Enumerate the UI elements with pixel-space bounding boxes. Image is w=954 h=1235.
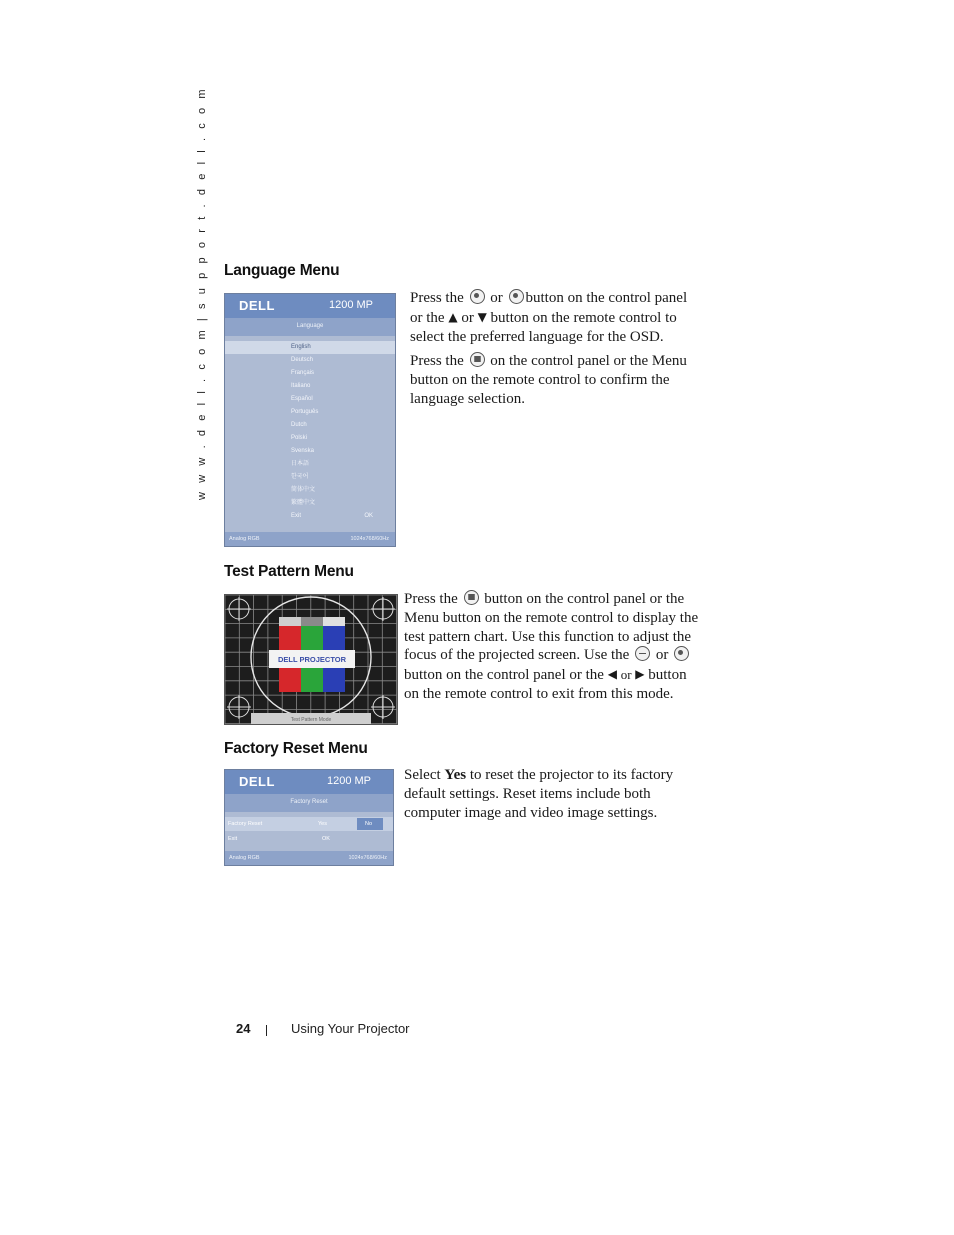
- menu-button-icon: [464, 590, 479, 605]
- text: or: [655, 647, 669, 664]
- up-button-icon: [470, 289, 485, 304]
- osd-footer-source: Analog RGB: [229, 536, 260, 542]
- test-pattern-color-bar: [301, 626, 323, 650]
- text: Press the: [404, 591, 458, 607]
- text: Press the: [410, 353, 464, 370]
- osd-footer-resolution: 1024x768/60Hz: [350, 536, 389, 542]
- language-option: 日本語: [291, 461, 310, 467]
- down-button-icon: [509, 289, 524, 304]
- text: button on the remote control to exit from this mode.: [404, 667, 687, 702]
- text: or: [461, 309, 474, 326]
- test-pattern-gray-bar: [301, 617, 323, 626]
- footer-section-title: Using Your Projector: [291, 1021, 410, 1036]
- down-triangle-icon: ▼: [477, 309, 487, 324]
- osd-subheader-label: Language: [296, 323, 324, 329]
- factory-reset-no: No: [365, 821, 373, 827]
- test-pattern-color-bar: [323, 626, 345, 650]
- osd-footer-source: Analog RGB: [229, 855, 260, 861]
- text: Press the: [410, 290, 464, 306]
- test-pattern-color-bar: [279, 668, 301, 692]
- text: or: [490, 290, 503, 306]
- right-triangle-icon: ▶: [635, 667, 645, 682]
- language-option: 한국어: [291, 474, 309, 480]
- test-pattern-color-bar: [323, 668, 345, 692]
- test-pattern-color-bar: [279, 626, 301, 650]
- factory-reset-osd-screenshot: [224, 769, 394, 866]
- test-pattern-heading: Test Pattern Menu: [224, 563, 354, 580]
- language-exit-value: OK: [364, 513, 373, 519]
- language-option: 繁體中文: [291, 500, 316, 506]
- factory-reset-label: Factory Reset: [228, 821, 263, 827]
- text: button on the control panel or the: [410, 290, 688, 326]
- test-pattern-bottom-label: Test Pattern Mode: [290, 717, 332, 723]
- language-menu-heading: Language Menu: [224, 262, 340, 279]
- factory-reset-yes: Yes: [318, 821, 327, 827]
- left-triangle-icon: ◀: [607, 667, 617, 682]
- text: button on the control panel or the Menu button on the remote control to display the test pattern chart. Use this function to adjust the focus of the projected screen. Use the: [404, 591, 699, 664]
- minus-button-icon: [635, 646, 650, 661]
- osd-footer-resolution: 1024x768/60Hz: [348, 855, 387, 861]
- factory-reset-row: [225, 817, 393, 831]
- test-pattern-color-bar: [301, 668, 323, 692]
- text: Select: [404, 767, 441, 783]
- factory-reset-heading: Factory Reset Menu: [224, 740, 368, 757]
- factory-exit-row: [225, 833, 393, 845]
- yes-term: Yes: [444, 767, 467, 783]
- text: button on the remote control to select the preferred language for the OSD.: [410, 309, 677, 345]
- footer-divider: [266, 1025, 267, 1036]
- osd-header: [225, 770, 393, 794]
- language-option: Polski: [291, 435, 308, 441]
- factory-exit-value: OK: [322, 836, 330, 842]
- language-option: Español: [291, 396, 313, 402]
- dell-logo: DELL: [239, 298, 275, 313]
- page-number: 24: [236, 1021, 251, 1036]
- osd-subheader: [225, 794, 393, 812]
- language-option: Deutsch: [291, 357, 314, 363]
- down-button-icon: [674, 646, 689, 661]
- osd-model: 1200 MP: [328, 299, 373, 311]
- language-list: [225, 341, 395, 523]
- test-pattern-screenshot: [224, 594, 398, 725]
- language-option: Svenska: [291, 448, 315, 454]
- osd-header: [225, 294, 395, 318]
- language-option: Português: [291, 409, 319, 415]
- osd-subheader-label: Factory Reset: [290, 799, 328, 805]
- factory-exit-label: Exit: [228, 836, 238, 842]
- text: button on the control panel or the: [404, 667, 604, 684]
- language-description: [410, 289, 702, 415]
- factory-reset-description: [404, 766, 702, 828]
- language-option: Français: [291, 370, 315, 376]
- text: or: [620, 667, 632, 683]
- language-option: 简体中文: [291, 487, 316, 493]
- test-pattern-banner: DELL PROJECTOR: [277, 655, 347, 664]
- test-pattern-description: [404, 590, 702, 710]
- osd-model: 1200 MP: [326, 775, 371, 787]
- osd-footer: [225, 532, 395, 546]
- test-pattern-gray-bar: [323, 617, 345, 626]
- language-option: Exit OK: [225, 510, 395, 523]
- osd-footer: [225, 851, 393, 865]
- text: to reset the projector to its factory default settings. Reset items include both computer image and video image settings.: [404, 767, 674, 821]
- language-osd-screenshot: [224, 293, 396, 547]
- dell-logo: DELL: [239, 774, 275, 789]
- language-option: Dutch: [291, 422, 307, 428]
- menu-button-icon: [470, 352, 485, 367]
- language-option: English: [225, 341, 395, 354]
- text: on the control panel or the Menu button on the remote control to confirm the language selection.: [410, 353, 687, 407]
- side-url: w w w . d e l l . c o m | s u p p o r t . d e l l . c o m: [196, 86, 208, 500]
- language-option: Italiano: [291, 383, 311, 389]
- osd-subheader: [225, 318, 395, 336]
- test-pattern-chart: [225, 595, 397, 724]
- test-pattern-gray-bar: [279, 617, 301, 626]
- up-triangle-icon: ▲: [448, 309, 458, 324]
